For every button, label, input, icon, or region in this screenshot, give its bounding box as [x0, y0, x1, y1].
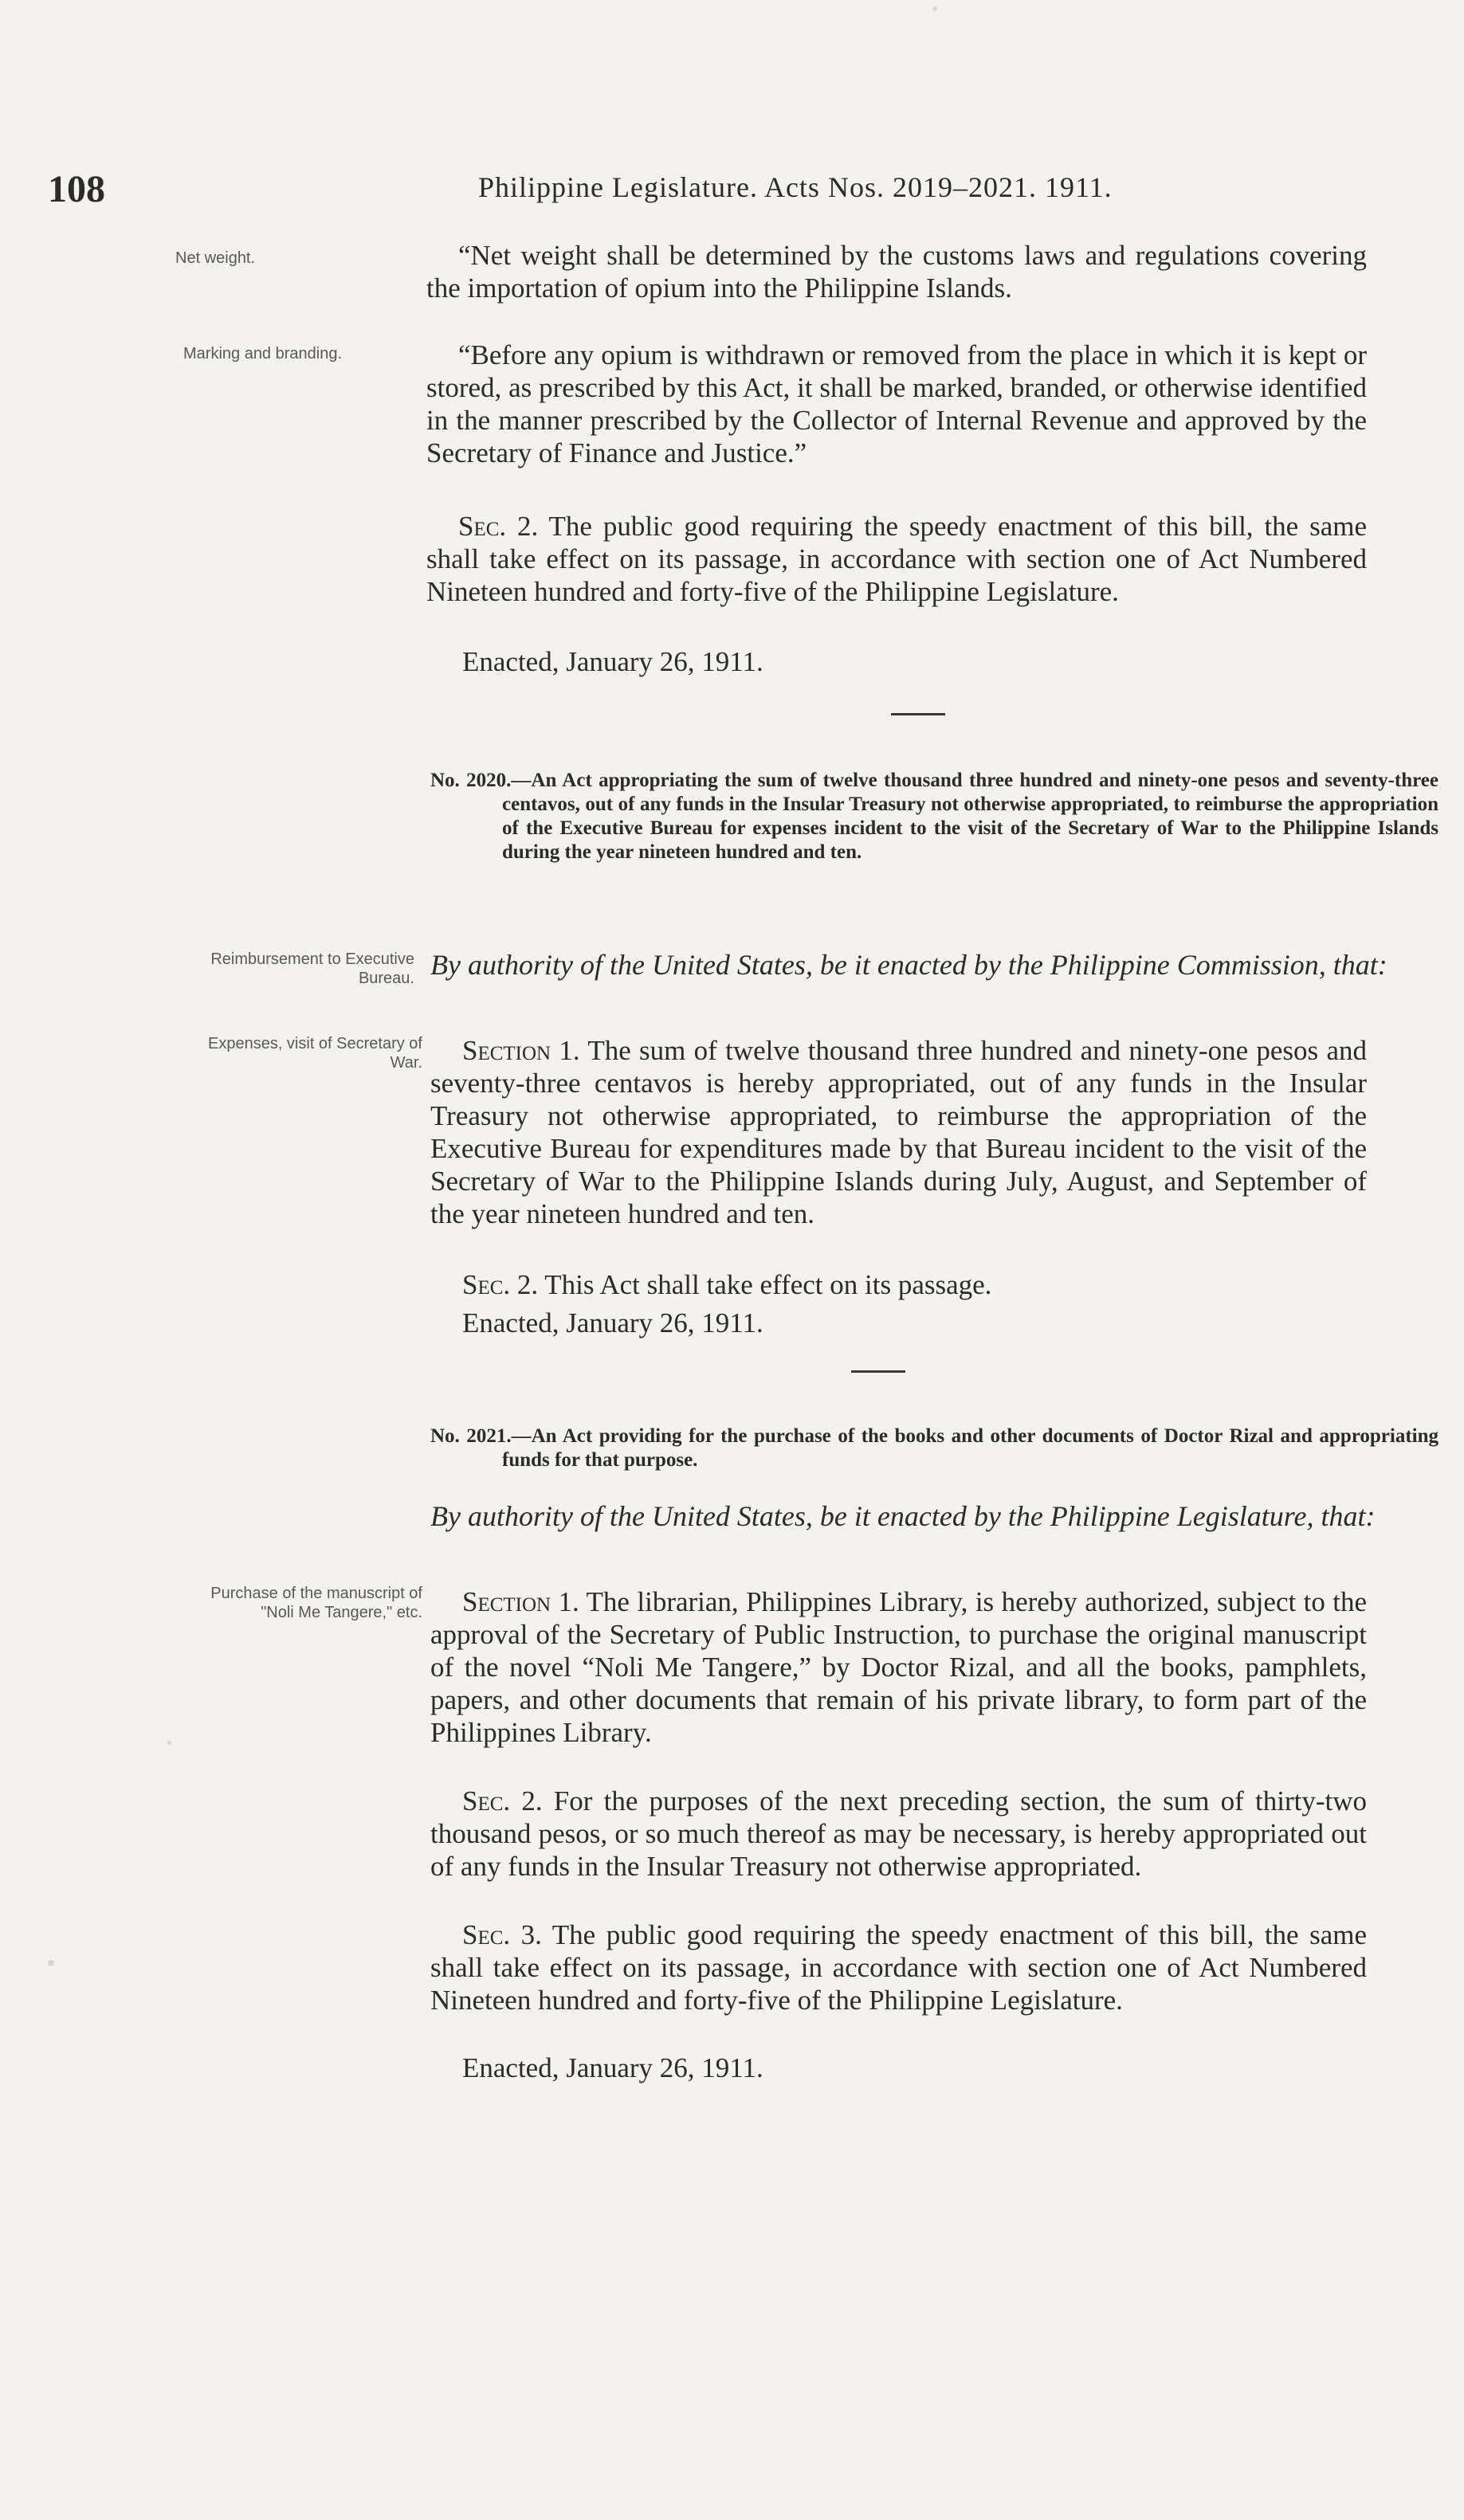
margin-note-marking: Marking and branding.	[183, 345, 343, 363]
paper-speck	[48, 1960, 54, 1966]
section-label: Section 1.	[462, 1035, 580, 1066]
section-text: This Act shall take effect on its passage.	[538, 1269, 992, 1300]
margin-note-purchase: Purchase of the manuscript of "Noli Me Tangere," etc.	[210, 1585, 422, 1621]
act-2020-section-1	[430, 1034, 1367, 1230]
act-2020-enacting-clause: By authority of the United States, be it enacted by the Philippine Commission, that:	[430, 949, 1387, 981]
act-2021-enacting-clause: By authority of the United States, be it enacted by the Philippine Legislature, that:	[430, 1500, 1376, 1532]
enacted-date-act2020: Enacted, January 26, 1911.	[462, 1307, 763, 1338]
act-2020-section-2	[430, 1268, 1367, 1301]
act-2021-section-2	[430, 1785, 1367, 1883]
paper-speck	[932, 6, 937, 11]
section-divider	[891, 713, 945, 715]
section-divider	[851, 1370, 905, 1373]
margin-note-reimbursement: Reimbursement to Executive Bureau.	[210, 950, 414, 987]
section-label: Sec. 2.	[458, 511, 539, 542]
section-text: The public good requiring the speedy enactment of this bill, the same shall take effect on its passage, in accordance with section one of Act Numbered Nineteen hundred and forty-five of the Philippine Legislature.	[430, 1919, 1368, 2016]
enacted-date-act2021: Enacted, January 26, 1911.	[462, 2052, 763, 2083]
paragraph-net-weight: “Net weight shall be determined by the customs laws and regulations covering the importation of opium into the Philippine Islands.	[426, 240, 1367, 304]
section-text: The public good requiring the speedy enactment of this bill, the same shall take effect on its passage, in accordance with section one of Act Numbered Nineteen hundred and forty-five of the Philippine Legislature.	[426, 511, 1367, 607]
act-2021-section-1	[430, 1585, 1367, 1749]
section-label: Sec. 2.	[462, 1785, 543, 1817]
section-text: The sum of twelve thousand three hundred and ninety-one pesos and seventy-three centavos is hereby appropriated, out of any funds in the Insular Treasury not otherwise appropriated, to reimburse the appropriation of the Executive Bureau for expenditures made by that Bureau incident to the visit of the Secretary of War to the Philippine Islands during July, August, and September of the year nineteen hundred and ten.	[430, 1035, 1367, 1229]
paragraph-marking: “Before any opium is withdrawn or removed from the place in which it is kept or stored, as prescribed by this Act, it shall be marked, branded, or otherwise identified in the manner prescribed by the Collector of Internal Revenue and approved by the Secretary of Finance and Justice.”	[426, 339, 1367, 468]
paragraph-sec2-act2019	[426, 510, 1367, 608]
section-text: For the purposes of the next preceding section, the sum of thirty-two thousand pesos, or so much thereof as may be necessary, is hereby appropriated out of any funds in the Insular Treasury not otherwise appropriated.	[430, 1785, 1367, 1882]
section-text: The librarian, Philippines Library, is hereby authorized, subject to the approval of the Secretary of Public Instruction, to purchase the original manuscript of the novel “Noli Me Tangere,” by Doctor Rizal, and all the books, pamphlets, papers, and other documents that remain of his private library, to form part of the Philippines Library.	[430, 1586, 1367, 1748]
act-2021-caption: No. 2021.—An Act providing for the purchase of the books and other documents of Doctor Rizal and appropriating funds for that purpose.	[430, 1425, 1438, 1471]
section-label: Sec. 2.	[462, 1269, 539, 1300]
section-label: Sec. 3.	[462, 1919, 542, 1950]
enacted-date-act2019: Enacted, January 26, 1911.	[462, 646, 763, 677]
act-2021-section-3	[430, 1918, 1367, 2016]
act-2020-caption: No. 2020.—An Act appropriating the sum of twelve thousand three hundred and ninety-one pesos and seventy-three centavos, out of any funds in the Insular Treasury not otherwise appropriated, to reimburse the appropriation of the Executive Bureau for expenses incident to the visit of the Secretary of War to the Philippine Islands during the year nineteen hundred and ten.	[430, 770, 1438, 863]
paper-speck	[167, 1741, 171, 1745]
margin-note-expenses: Expenses, visit of Secretary of War.	[207, 1035, 422, 1072]
margin-note-net-weight: Net weight.	[175, 249, 256, 267]
section-label: Section 1.	[462, 1586, 579, 1617]
running-head: Philippine Legislature. Acts Nos. 2019–2021. 1911.	[478, 171, 1113, 203]
page-number: 108	[48, 168, 105, 210]
